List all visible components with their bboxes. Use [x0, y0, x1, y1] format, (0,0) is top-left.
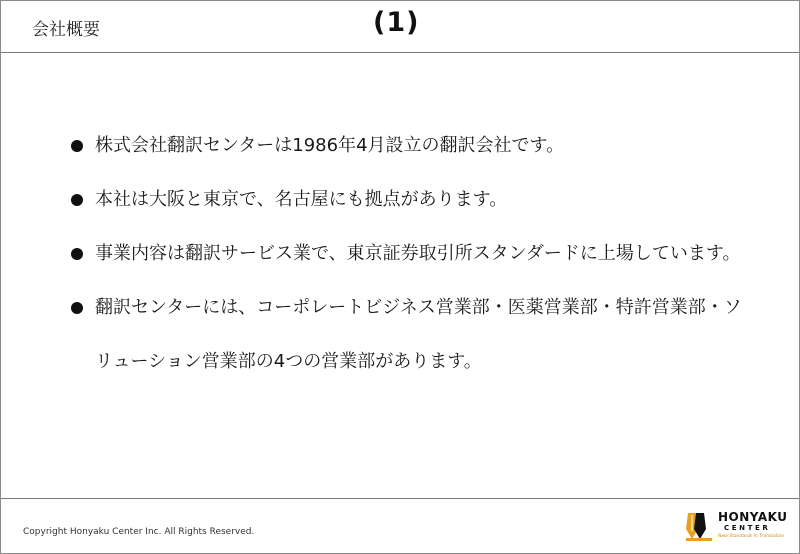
logo-subtitle: CENTER	[724, 524, 771, 532]
list-item-text: 事業内容は翻訳サービス業で、東京証券取引所スタンダードに上場しています。	[95, 243, 741, 264]
company-logo	[684, 509, 788, 543]
bullet-list	[71, 119, 771, 389]
pen-nib-logo-icon	[684, 509, 714, 543]
list-item-text: 株式会社翻訳センターは1986年4月設立の翻訳会社です。	[95, 135, 565, 156]
header-divider	[1, 52, 799, 53]
list-item-text: 翻訳センターには、コーポレートビジネス営業部・医薬営業部・特許営業部・ソリューション営業部の4つの営業部があります。	[95, 297, 742, 372]
bullet-icon	[71, 248, 83, 260]
bullet-icon	[71, 140, 83, 152]
list-item	[71, 281, 743, 389]
logo-name: HONYAKU	[718, 510, 788, 524]
list-item	[71, 173, 771, 227]
section-number: (1)	[373, 7, 420, 38]
list-item	[71, 227, 743, 281]
bullet-icon	[71, 194, 83, 206]
copyright-text: Copyright Honyaku Center Inc. All Rights Reserved.	[23, 527, 255, 537]
logo-tagline: New Standards in Translation	[718, 534, 784, 539]
list-item-text: 本社は大阪と東京で、名古屋にも拠点があります。	[95, 189, 508, 210]
footer-divider	[1, 498, 799, 499]
page-title: 会社概要	[32, 20, 100, 40]
list-item	[71, 119, 771, 173]
bullet-icon	[71, 302, 83, 314]
